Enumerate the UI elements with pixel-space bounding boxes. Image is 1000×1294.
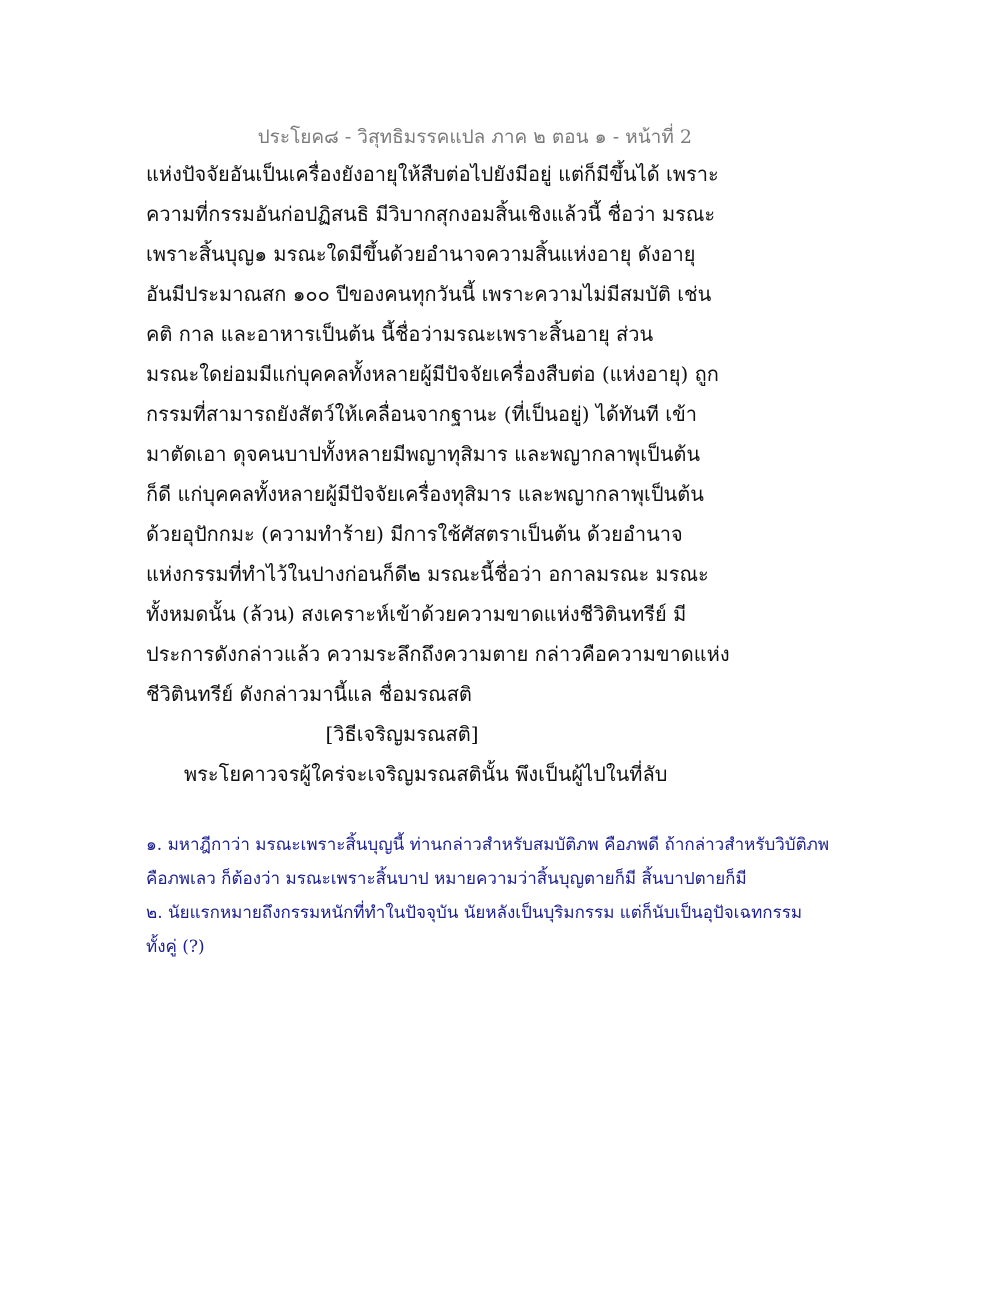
- text-line: แห่งปัจจัยอันเป็นเครื่องยังอายุให้สืบต่อไปยังมีอยู่ แต่ก็มีขึ้นได้ เพราะ: [146, 162, 719, 186]
- footnote-line: ทั้งคู่ (?): [146, 937, 205, 957]
- text-line: แห่งกรรมที่ทำไว้ในปางก่อนก็ดี๒ มรณะนี้ชื่อว่า อกาลมรณะ มรณะ: [146, 562, 709, 586]
- footnotes: [146, 828, 866, 964]
- text-line: มาตัดเอา ดุจคนบาปทั้งหลายมีพญาทุสิมาร และพญากลาพุเป็นต้น: [146, 442, 701, 466]
- text-line: ทั้งหมดนั้น (ล้วน) สงเคราะห์เข้าด้วยความขาดแห่งชีวิตินทรีย์ มี: [146, 602, 687, 626]
- text-line: อันมีประมาณสก ๑๐๐ ปีของคนทุกวันนี้ เพราะความไม่มีสมบัติ เช่น: [146, 282, 712, 306]
- text-line: คติ กาล และอาหารเป็นต้น นี้ชื่อว่ามรณะเพราะสิ้นอายุ ส่วน: [146, 322, 654, 346]
- main-text: [146, 154, 730, 794]
- text-line: มรณะใดย่อมมีแก่บุคคลทั้งหลายผู้มีปัจจัยเครื่องสืบต่อ (แห่งอายุ) ถูก: [146, 362, 719, 386]
- text-line: เพราะสิ้นบุญ๑ มรณะใดมีขึ้นด้วยอำนาจความสิ้นแห่งอายุ ดังอายุ: [146, 242, 696, 266]
- text-line: กรรมที่สามารถยังสัตว์ให้เคลื่อนจากฐานะ (ที่เป็นอยู่) ได้ทันที เข้า: [146, 402, 698, 426]
- text-line: ก็ดี แก่บุคคลทั้งหลายผู้มีปัจจัยเครื่องทุสิมาร และพญากลาพุเป็นต้น: [146, 482, 704, 506]
- text-line: ชีวิตินทรีย์ ดังกล่าวมานี้แล ชื่อมรณสติ: [146, 682, 472, 706]
- text-line: ด้วยอุปักกมะ (ความทำร้าย) มีการใช้ศัสตราเป็นต้น ด้วยอำนาจ: [146, 522, 683, 546]
- page-header: ประโยค๘ - วิสุทธิมรรคแปล ภาค ๒ ตอน ๑ - หน้าที่ 2: [257, 126, 692, 148]
- footnote-line: คือภพเลว ก็ต้องว่า มรณะเพราะสิ้นบาป หมายความว่าสิ้นบุญตายก็มี สิ้นบาปตายก็มี: [146, 869, 747, 889]
- footnote-line: ๑. มหาฎีกาว่า มรณะเพราะสิ้นบุญนี้ ท่านกล่าวสำหรับสมบัติภพ คือภพดี ถ้ากล่าวสำหรับวิบัติภพ: [146, 835, 830, 855]
- text-line: ประการดังกล่าวแล้ว ความระลึกถึงความตาย กล่าวคือความขาดแห่ง: [146, 642, 730, 666]
- footnote-line: ๒. นัยแรกหมายถึงกรรมหนักที่ทำในปัจจุบัน นัยหลังเป็นบุริมกรรม แต่ก็นับเป็นอุปัจเฉทกรรม: [146, 903, 803, 923]
- section-heading: [วิธีเจริญมรณสติ]: [325, 722, 479, 746]
- text-line: ความที่กรรมอันก่อปฏิสนธิ มีวิบากสุกงอมสิ้นเชิงแล้วนี้ ชื่อว่า มรณะ: [146, 202, 716, 226]
- paragraph-start-line: พระโยคาวจรผู้ใคร่จะเจริญมรณสตินั้น พึงเป็นผู้ไปในที่ลับ: [184, 762, 668, 786]
